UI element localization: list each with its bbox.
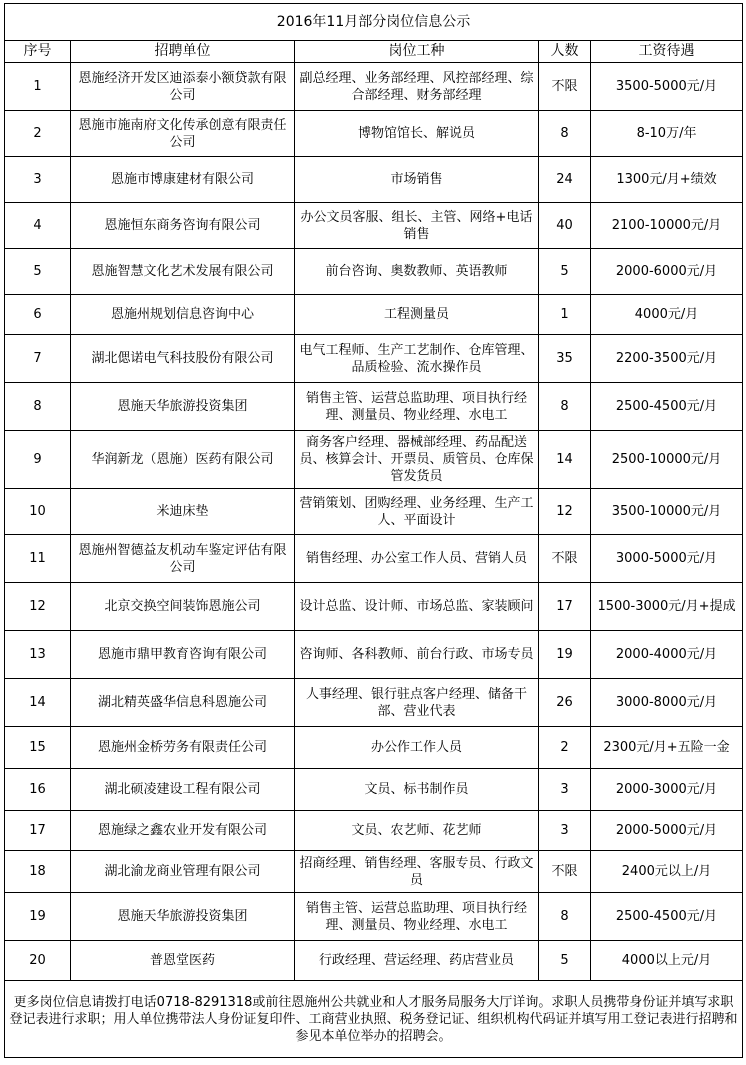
row-positions: 副总经理、业务部经理、风控部经理、综合部经理、财务部经理 [295,63,539,111]
row-number: 5 [5,249,71,295]
row-count: 24 [539,157,591,203]
row-number: 2 [5,111,71,157]
row-company: 恩施恒东商务咨询有限公司 [71,203,295,249]
row-pay: 2300元/月+五险一金 [591,727,743,769]
table-row [5,383,743,431]
row-pay: 3500-10000元/月 [591,489,743,535]
row-pay: 8-10万/年 [591,111,743,157]
table-row [5,679,743,727]
row-company: 恩施市鼎甲教育咨询有限公司 [71,631,295,679]
footer-note: 更多岗位信息请拨打电话0718-8291318或前往恩施州公共就业和人才服务局服务大厅详询。求职人员携带身份证并填写求职登记表进行求职；用人单位携带法人身份证复印件、工商营业执照、税务登记证、组织机构代码证并填写用工登记表进行招聘和参见本单位举办的招聘会。 [5,981,743,1058]
table-row [5,111,743,157]
row-positions: 文员、标书制作员 [295,769,539,811]
row-pay: 1300元/月+绩效 [591,157,743,203]
row-positions: 商务客户经理、器械部经理、药品配送员、核算会计、开票员、质管员、仓库保管发货员 [295,431,539,489]
row-pay: 2000-3000元/月 [591,769,743,811]
row-company: 恩施绿之鑫农业开发有限公司 [71,811,295,851]
row-count: 8 [539,383,591,431]
table-row [5,157,743,203]
row-count: 不限 [539,535,591,583]
row-count: 不限 [539,851,591,893]
job-listing-table [4,3,743,1058]
row-pay: 4000元/月 [591,295,743,335]
row-number: 17 [5,811,71,851]
row-count: 12 [539,489,591,535]
row-company: 普恩堂医药 [71,941,295,981]
row-positions: 文员、农艺师、花艺师 [295,811,539,851]
row-number: 20 [5,941,71,981]
table-row [5,727,743,769]
row-count: 40 [539,203,591,249]
table-row [5,941,743,981]
row-company: 湖北精英盛华信息科恩施公司 [71,679,295,727]
row-company: 恩施州金桥劳务有限责任公司 [71,727,295,769]
row-number: 9 [5,431,71,489]
table-row [5,249,743,295]
row-count: 8 [539,893,591,941]
row-positions: 设计总监、设计师、市场总监、家装顾问 [295,583,539,631]
row-count: 17 [539,583,591,631]
row-number: 1 [5,63,71,111]
row-number: 14 [5,679,71,727]
header-row [5,41,743,63]
row-positions: 办公文员客服、组长、主管、网络+电话销售 [295,203,539,249]
row-count: 2 [539,727,591,769]
row-pay: 2500-4500元/月 [591,893,743,941]
row-number: 7 [5,335,71,383]
row-company: 恩施天华旅游投资集团 [71,893,295,941]
row-positions: 工程测量员 [295,295,539,335]
row-number: 16 [5,769,71,811]
row-count: 3 [539,811,591,851]
row-positions: 办公作工作人员 [295,727,539,769]
table-row [5,535,743,583]
table-row [5,811,743,851]
row-pay: 4000以上元/月 [591,941,743,981]
row-company: 湖北偲诺电气科技股份有限公司 [71,335,295,383]
row-pay: 3500-5000元/月 [591,63,743,111]
table-row [5,203,743,249]
row-count: 14 [539,431,591,489]
row-positions: 人事经理、银行驻点客户经理、储备干部、营业代表 [295,679,539,727]
table-row [5,335,743,383]
row-positions: 前台咨询、奥数教师、英语教师 [295,249,539,295]
row-company: 恩施经济开发区迪添泰小额贷款有限公司 [71,63,295,111]
row-number: 19 [5,893,71,941]
row-pay: 2500-4500元/月 [591,383,743,431]
table-row [5,63,743,111]
row-company: 恩施州规划信息咨询中心 [71,295,295,335]
row-pay: 2500-10000元/月 [591,431,743,489]
row-positions: 电气工程师、生产工艺制作、仓库管理、品质检验、流水操作员 [295,335,539,383]
row-pay: 3000-5000元/月 [591,535,743,583]
row-company: 恩施智慧文化艺术发展有限公司 [71,249,295,295]
header-pay: 工资待遇 [591,41,743,63]
row-pay: 1500-3000元/月+提成 [591,583,743,631]
row-number: 4 [5,203,71,249]
row-count: 19 [539,631,591,679]
table-row [5,769,743,811]
row-number: 18 [5,851,71,893]
row-count: 1 [539,295,591,335]
table-row [5,631,743,679]
row-positions: 销售主管、运营总监助理、项目执行经理、测量员、物业经理、水电工 [295,383,539,431]
table-row [5,431,743,489]
row-count: 5 [539,249,591,295]
row-company: 米迪床垫 [71,489,295,535]
row-number: 13 [5,631,71,679]
row-count: 8 [539,111,591,157]
row-company: 华润新龙（恩施）医药有限公司 [71,431,295,489]
row-pay: 2200-3500元/月 [591,335,743,383]
table-title: 2016年11月部分岗位信息公示 [5,4,743,41]
row-pay: 2000-5000元/月 [591,811,743,851]
table-row [5,893,743,941]
row-pay: 2400元以上/月 [591,851,743,893]
table-row [5,489,743,535]
row-count: 26 [539,679,591,727]
row-company: 湖北渝龙商业管理有限公司 [71,851,295,893]
row-pay: 2000-4000元/月 [591,631,743,679]
row-positions: 销售主管、运营总监助理、项目执行经理、测量员、物业经理、水电工 [295,893,539,941]
table-row [5,851,743,893]
row-count: 35 [539,335,591,383]
header-position: 岗位工种 [295,41,539,63]
row-positions: 咨询师、各科教师、前台行政、市场专员 [295,631,539,679]
header-count: 人数 [539,41,591,63]
row-pay: 3000-8000元/月 [591,679,743,727]
row-company: 恩施市博康建材有限公司 [71,157,295,203]
row-company: 北京交换空间装饰恩施公司 [71,583,295,631]
row-company: 恩施市施南府文化传承创意有限责任公司 [71,111,295,157]
row-number: 12 [5,583,71,631]
row-positions: 博物馆馆长、解说员 [295,111,539,157]
row-number: 11 [5,535,71,583]
row-company: 恩施州智德益友机动车鉴定评估有限公司 [71,535,295,583]
row-company: 湖北硕凌建设工程有限公司 [71,769,295,811]
row-count: 3 [539,769,591,811]
row-count: 不限 [539,63,591,111]
row-positions: 营销策划、团购经理、业务经理、生产工人、平面设计 [295,489,539,535]
row-number: 6 [5,295,71,335]
row-number: 8 [5,383,71,431]
row-company: 恩施天华旅游投资集团 [71,383,295,431]
header-company: 招聘单位 [71,41,295,63]
table-row [5,295,743,335]
row-number: 15 [5,727,71,769]
row-positions: 行政经理、营运经理、药店营业员 [295,941,539,981]
row-pay: 2000-6000元/月 [591,249,743,295]
row-pay: 2100-10000元/月 [591,203,743,249]
header-no: 序号 [5,41,71,63]
row-positions: 销售经理、办公室工作人员、营销人员 [295,535,539,583]
row-number: 3 [5,157,71,203]
row-positions: 招商经理、销售经理、客服专员、行政文员 [295,851,539,893]
table-row [5,583,743,631]
row-positions: 市场销售 [295,157,539,203]
row-number: 10 [5,489,71,535]
row-count: 5 [539,941,591,981]
